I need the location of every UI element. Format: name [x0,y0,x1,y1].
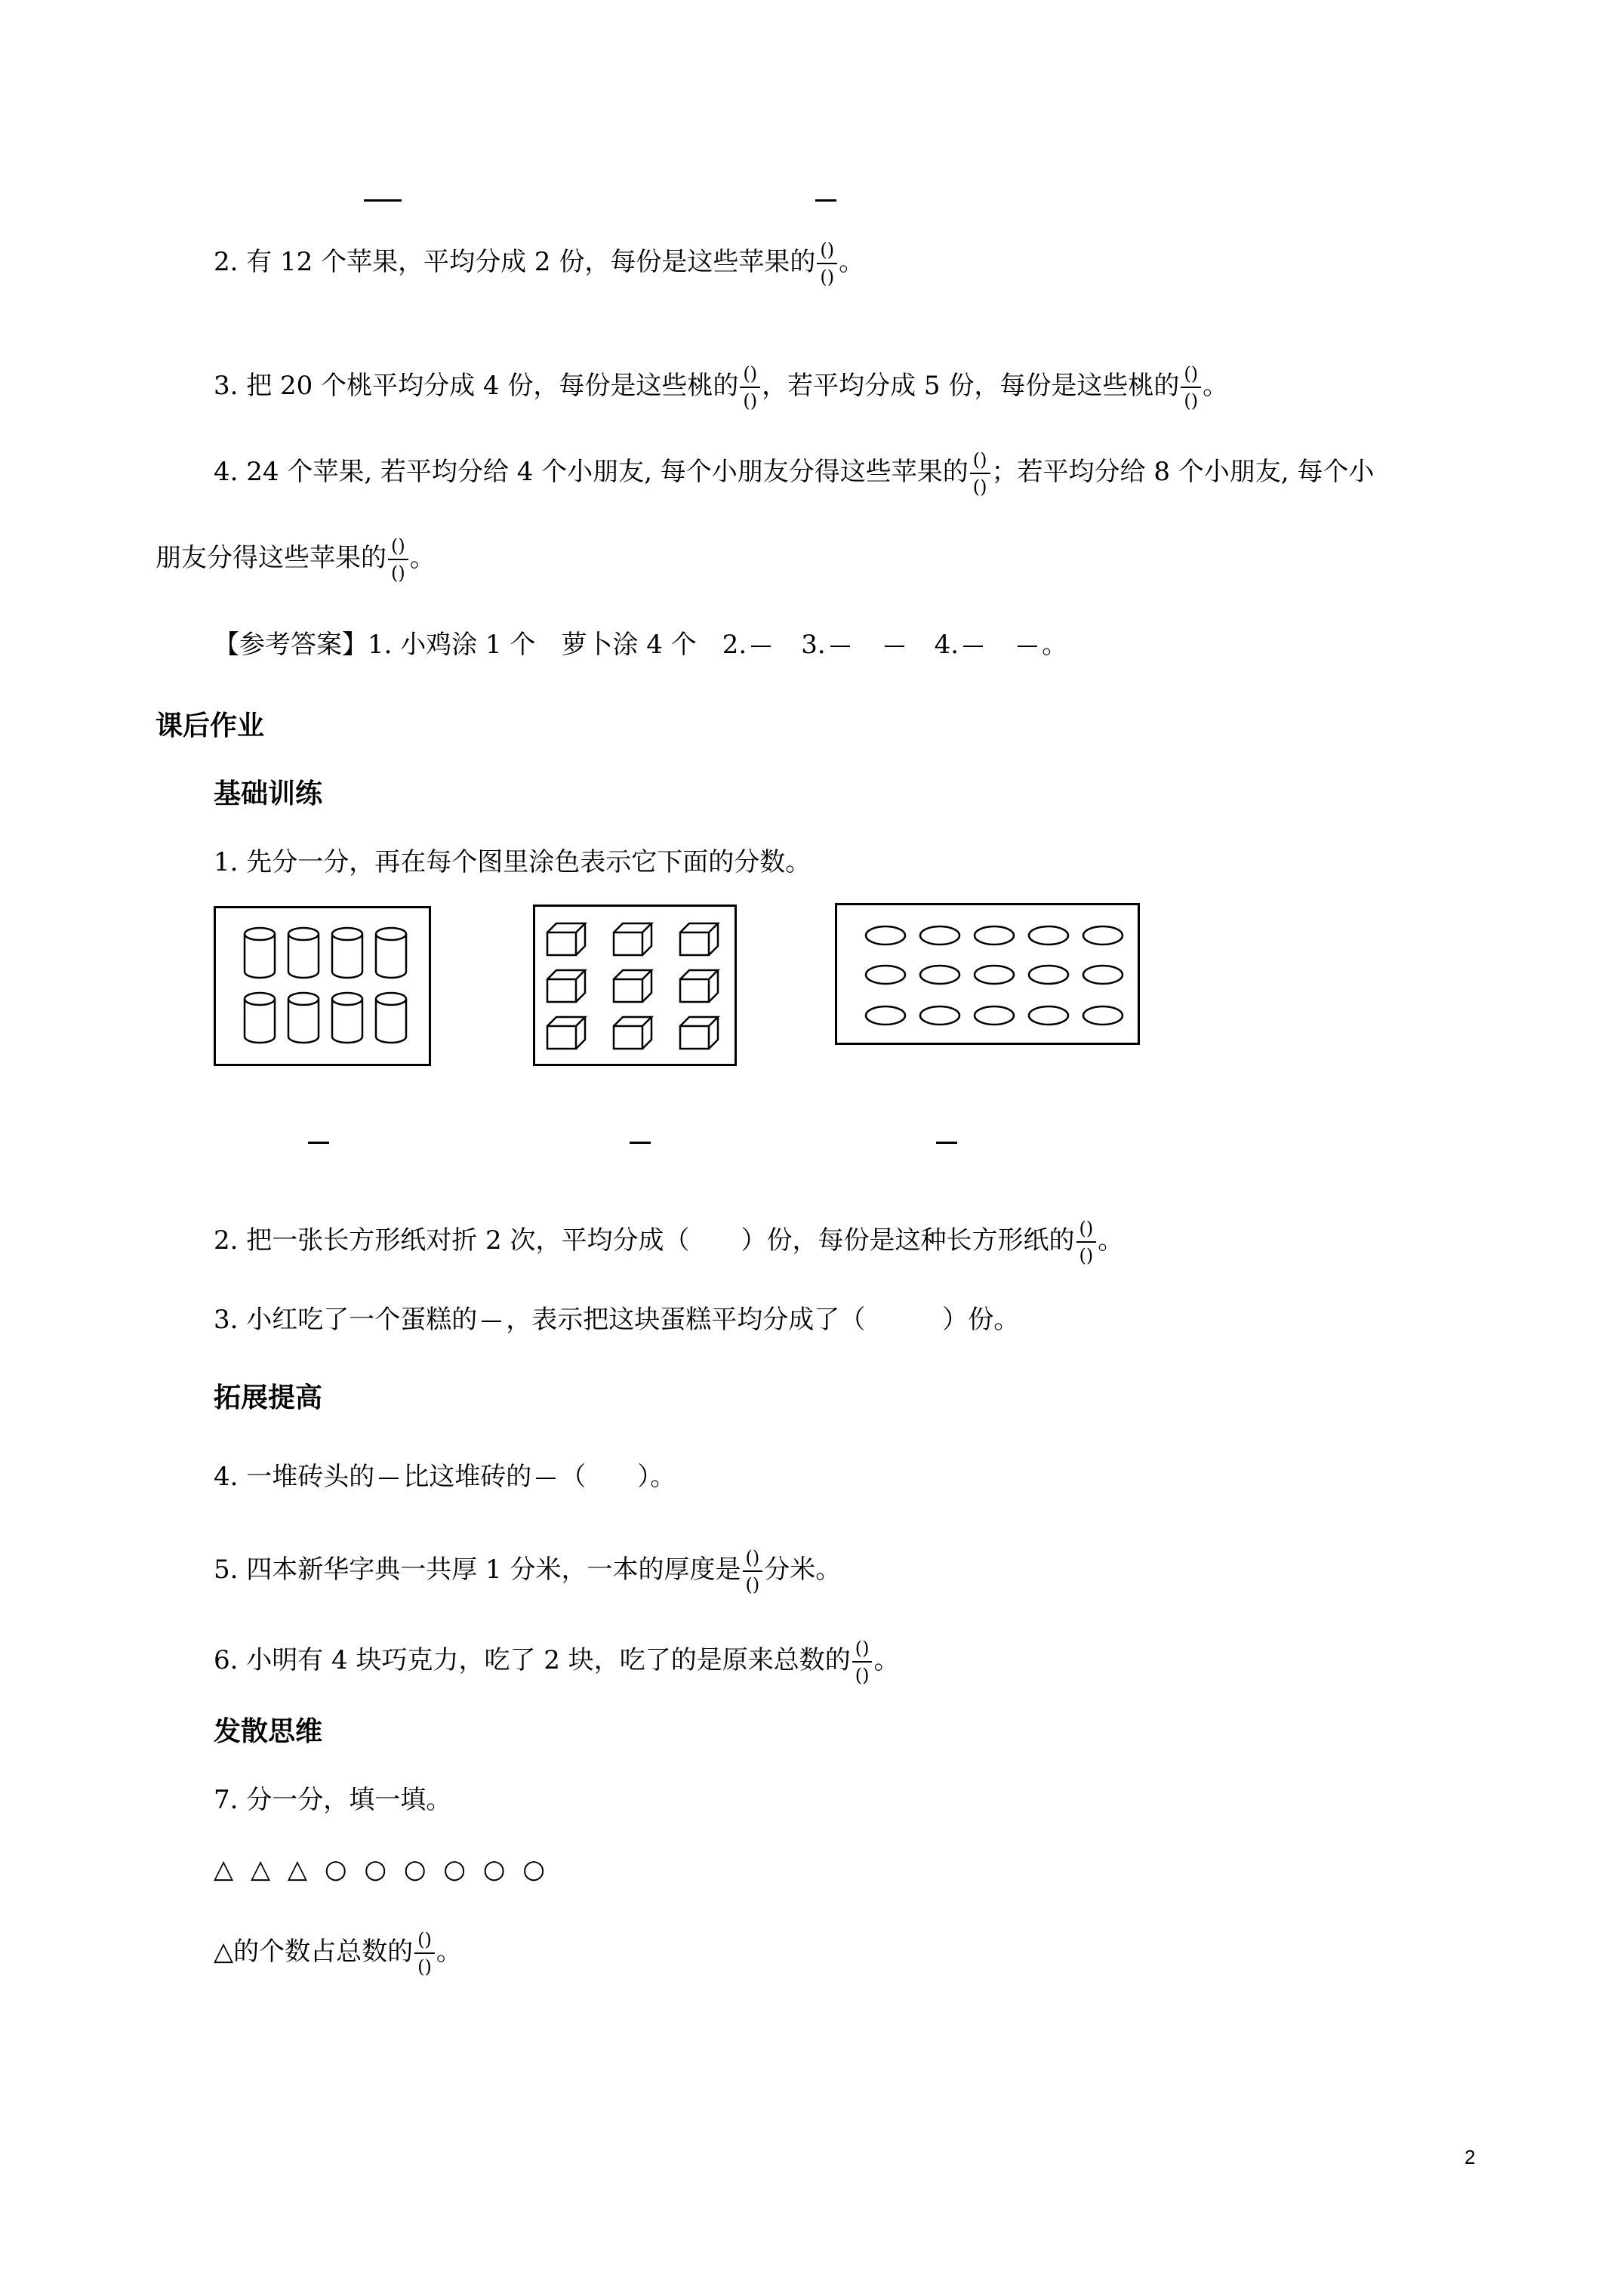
cube-icon [614,923,651,955]
cylinder-icon [332,993,362,1043]
homework-question-1: 1. 先分一分，再在每个图里涂色表示它下面的分数。 [214,847,812,877]
fraction-blank[interactable]: $\frac{()}{()}$ [740,364,760,411]
fraction-blank[interactable]: $\frac{()}{()}$ [817,240,837,287]
oval-icon [975,926,1014,945]
homework-question-3: 3. 小红吃了一个蛋糕的 ，表示把这块蛋糕平均分成了（ ）份。 [214,1305,1020,1335]
oval-icon [1029,966,1068,984]
figure-fraction-dash-3 [936,1142,957,1144]
figure-fraction-dash-2 [630,1142,651,1144]
section-basic: 基础训练 [214,778,323,809]
question-7-answer: △的个数占总数的 $\frac{()}{()}$ 。 [214,1929,462,1977]
oval-icon [975,1006,1014,1025]
fraction-dash [830,646,850,647]
oval-icon [1083,1006,1123,1025]
fraction-dash [536,1478,556,1479]
figure-fraction-dash-1 [308,1142,329,1144]
section-homework: 课后作业 [156,710,265,741]
oval-icon [1029,1006,1068,1025]
fraction-dash [379,1478,399,1479]
cube-icon [680,1017,718,1049]
fraction-dash [482,1321,501,1322]
oval-icon [866,926,905,945]
section-divergent: 发散思维 [214,1716,323,1747]
fraction-blank[interactable]: $\frac{()}{()}$ [388,536,408,583]
homework-question-4: 4. 一堆砖头的 比这堆砖的 （ ）。 [214,1462,676,1492]
fraction-dash [751,646,771,647]
question-2-text: 2. 有 12 个苹果，平均分成 2 份，每份是这些苹果的 [214,247,816,277]
homework-question-7: 7. 分一分，填一填。 [214,1785,452,1815]
fraction-blank[interactable]: $\frac{()}{()}$ [970,450,990,497]
cube-box[interactable] [533,905,737,1066]
cylinder-icon [288,993,319,1043]
page-number: 2 [1464,2146,1476,2168]
oval-icon [920,966,959,984]
answer-label: 【参考答案】 [214,630,368,660]
cylinder-icon [376,993,406,1043]
question-7-shapes: △ △ △ ○ ○ ○ ○ ○ ○ [214,1854,550,1885]
homework-question-2: 2. 把一张长方形纸对折 2 次，平均分成（ ）份，每份是这种长方形纸的 $\frac{()}{()}$ 。 [214,1218,1124,1266]
oval-icon [920,926,959,945]
oval-icon [1029,926,1068,945]
oval-box[interactable] [835,903,1140,1045]
fraction-blank[interactable]: $\frac{()}{()}$ [743,1548,763,1595]
top-blank-dash-1 [364,199,402,202]
question-4-line-1: 4. 24 个苹果, 若平均分给 4 个小朋友, 每个小朋友分得这些苹果的 $\frac{()}{()}$ ；若平均分给 8 个小朋友, 每个小 [214,449,1375,498]
fraction-dash [1018,646,1037,647]
question-4-line-2: 朋友分得这些苹果的 $\frac{()}{()}$ 。 [156,535,436,584]
oval-icon [866,1006,905,1025]
cylinder-icon [245,993,275,1043]
fraction-blank[interactable]: $\frac{()}{()}$ [852,1638,873,1685]
section-extend: 拓展提高 [214,1382,323,1413]
homework-question-6: 6. 小明有 4 块巧克力，吃了 2 块，吃了的是原来总数的 $\frac{()}{()}$ 。 [214,1638,900,1686]
fraction-dash [963,646,983,647]
question-2: 2. 有 12 个苹果，平均分成 2 份，每份是这些苹果的 $\frac{()}{()}$ 。 [214,239,865,288]
top-blank-dash-2 [815,199,836,202]
cube-icon [547,1017,585,1049]
cylinder-icon [332,928,362,978]
cube-icon [614,970,651,1002]
oval-icon [866,966,905,984]
cube-icon [680,923,718,955]
cylinder-icon [245,928,275,978]
question-3: 3. 把 20 个桃平均分成 4 份，每份是这些桃的 $\frac{()}{()}$ ，若平均分成 5 份，每份是这些桃的 $\frac{()}{()}$ 。 [214,363,1229,411]
answer-key: 【参考答案】1. 小鸡涂 1 个 萝卜涂 4 个 2. 3. 4. 。 [214,630,1068,660]
cylinder-icon [288,928,319,978]
cube-icon [547,923,585,955]
homework-question-5: 5. 四本新华字典一共厚 1 分米，一本的厚度是 $\frac{()}{()}$ 分米。 [214,1547,842,1595]
cylinders-figure [216,908,429,1064]
ovals-figure [837,905,1138,1043]
fraction-dash [885,646,904,647]
cube-icon [680,970,718,1002]
fraction-blank[interactable]: $\frac{()}{()}$ [1181,364,1201,411]
cube-icon [547,970,585,1002]
oval-icon [1083,966,1123,984]
oval-icon [975,966,1014,984]
oval-icon [920,1006,959,1025]
cylinder-icon [376,928,406,978]
cubes-figure [535,907,735,1064]
fraction-blank[interactable]: $\frac{()}{()}$ [414,1930,435,1977]
fraction-blank[interactable]: $\frac{()}{()}$ [1076,1219,1097,1265]
oval-icon [1083,926,1123,945]
cube-icon [614,1017,651,1049]
cylinder-box[interactable] [214,906,431,1066]
